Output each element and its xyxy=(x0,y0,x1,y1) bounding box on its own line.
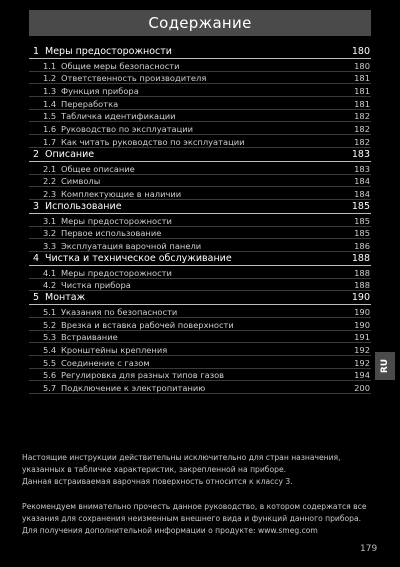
toc-entry[interactable] xyxy=(29,343,371,356)
toc-entry-number: 3.2 xyxy=(43,228,57,239)
toc-entry-text xyxy=(43,332,118,342)
toc-heading-text xyxy=(33,201,122,212)
toc-entry[interactable] xyxy=(29,369,371,382)
toc-section-heading[interactable] xyxy=(29,45,371,59)
toc-entry[interactable] xyxy=(29,279,371,292)
toc-entry-text xyxy=(43,280,131,290)
toc-entry-text xyxy=(43,320,234,330)
toc-entry-label: Функция прибора xyxy=(61,86,139,97)
toc-entry[interactable] xyxy=(29,381,371,394)
toc-entry[interactable] xyxy=(29,318,371,331)
toc-entry-number: 1.7 xyxy=(43,136,57,147)
toc-entry[interactable] xyxy=(29,239,371,252)
toc-section xyxy=(29,200,371,252)
toc-section-page: 188 xyxy=(351,252,370,264)
toc-entry[interactable] xyxy=(29,162,371,175)
toc-section-number: 4 xyxy=(33,252,40,264)
toc-entry-label: Первое использование xyxy=(61,228,162,239)
toc-entry-number: 5.2 xyxy=(43,319,57,330)
toc-heading-text xyxy=(33,253,232,264)
toc-entry-page: 200 xyxy=(354,383,370,394)
toc-entry-number: 2.2 xyxy=(43,176,57,187)
toc-entry-page: 194 xyxy=(354,370,370,381)
toc-entry-text xyxy=(43,268,172,278)
toc-section-number: 5 xyxy=(33,292,40,304)
toc-entry-page: 181 xyxy=(354,73,370,84)
toc-entry-text xyxy=(43,124,193,134)
toc-entry-text xyxy=(43,383,205,393)
note-validity: Настоящие инструкции действительны исключительно для стран назначения, указанных в табличке характеристик, закрепленной на приборе. xyxy=(22,453,341,474)
toc-heading-text xyxy=(33,292,85,303)
toc-section-number: 2 xyxy=(33,148,40,160)
toc-entry-number: 1.2 xyxy=(43,73,57,84)
notes xyxy=(22,452,382,537)
toc-section-page: 183 xyxy=(351,148,370,160)
toc-section-heading[interactable] xyxy=(29,148,371,162)
toc-entry-text xyxy=(43,345,167,355)
toc-entry-number: 4.2 xyxy=(43,280,57,291)
page-title-text: Содержание xyxy=(148,14,252,32)
toc-entry-page: 180 xyxy=(354,60,370,71)
toc-entry-number: 1.6 xyxy=(43,124,57,135)
toc-entry-text xyxy=(43,228,161,238)
toc-entry-label: Регулировка для разных типов газов xyxy=(61,370,225,381)
toc-entry-text xyxy=(43,86,139,96)
language-tab-label: RU xyxy=(380,358,390,374)
toc-section-heading[interactable] xyxy=(29,200,371,214)
toc-section-number: 1 xyxy=(33,46,40,57)
toc-entry[interactable] xyxy=(29,84,371,97)
toc-entry[interactable] xyxy=(29,187,371,200)
toc-entry-text xyxy=(43,216,172,226)
toc-entry-label: Эксплуатация варочной панели xyxy=(61,240,202,251)
toc-section-label: Чистка и техническое обслуживание xyxy=(45,252,232,264)
toc-section xyxy=(29,291,371,394)
toc-entry-text xyxy=(43,176,100,186)
toc-entry-number: 5.7 xyxy=(43,383,57,394)
toc-section-page: 180 xyxy=(351,46,370,57)
toc-entry-label: Меры предосторожности xyxy=(61,267,172,278)
toc-entry-text xyxy=(43,99,118,109)
toc-entry-text xyxy=(43,137,245,147)
toc-entry-text xyxy=(43,358,150,368)
toc-entry-label: Соединение с газом xyxy=(61,357,150,368)
toc-section-page: 190 xyxy=(351,292,370,304)
toc-entry-label: Указания по безопасности xyxy=(61,307,178,317)
toc-entry-text xyxy=(43,73,206,83)
toc-entry-page: 184 xyxy=(354,176,370,187)
toc-entry-number: 1.5 xyxy=(43,111,57,122)
toc-entry-text xyxy=(43,241,201,251)
toc-entry[interactable] xyxy=(29,305,371,318)
toc-entry-number: 1.1 xyxy=(43,60,57,71)
toc-entry-number: 5.3 xyxy=(43,332,57,343)
toc-entry[interactable] xyxy=(29,331,371,344)
toc-heading-text xyxy=(33,149,94,160)
toc-entry-label: Как читать руководство по эксплуатации xyxy=(61,136,245,147)
toc-heading-text xyxy=(33,46,172,57)
toc-entry-label: Чистка прибора xyxy=(61,280,131,291)
toc-entry-page: 183 xyxy=(354,163,370,174)
toc-entry[interactable] xyxy=(29,122,371,135)
toc-entry[interactable] xyxy=(29,214,371,227)
toc-entry-label: Символы xyxy=(61,176,101,187)
toc-entry-number: 5.4 xyxy=(43,345,57,356)
toc-entry-page: 185 xyxy=(354,228,370,239)
toc-entry-label: Кронштейны крепления xyxy=(61,345,168,356)
toc-entry-number: 5.1 xyxy=(43,307,57,317)
toc-entry-label: Врезка и вставка рабочей поверхности xyxy=(61,319,234,330)
language-tab xyxy=(375,352,395,380)
toc-entry[interactable] xyxy=(29,97,371,110)
note-class: Данная встраиваемая варочная поверхность относится к классу 3. xyxy=(22,477,293,486)
toc-section-page: 185 xyxy=(351,200,370,212)
toc-entry-label: Ответственность производителя xyxy=(61,73,207,84)
toc-entry-page: 190 xyxy=(354,307,370,317)
toc-section-label: Использование xyxy=(45,200,122,212)
page-title xyxy=(29,10,371,36)
toc-entry-label: Табличка идентификации xyxy=(61,111,176,122)
toc-entry-page: 181 xyxy=(354,86,370,97)
toc-section xyxy=(29,45,371,148)
toc-entry[interactable] xyxy=(29,175,371,188)
toc-entry-page: 182 xyxy=(354,136,370,147)
toc-section-label: Монтаж xyxy=(45,292,86,304)
toc-entry-label: Переработка xyxy=(61,98,119,109)
toc-section-label: Описание xyxy=(45,148,95,160)
toc-entry-number: 3.3 xyxy=(43,240,57,251)
toc-section xyxy=(29,148,371,200)
note-recommendation: Рекомендуем внимательно прочесть данное руководство, в котором содержатся все указания для сохранения неизменным внешнего вида и функций данного прибора. xyxy=(22,502,367,523)
toc-section-heading[interactable] xyxy=(29,291,371,305)
toc-entry-page: 191 xyxy=(354,332,370,343)
toc-entry-page: 192 xyxy=(354,357,370,368)
toc-entry-text xyxy=(43,307,177,317)
toc-entry-label: Комплектующие в наличии xyxy=(61,188,182,199)
toc-entry-text xyxy=(43,164,135,174)
toc-entry-page: 184 xyxy=(354,188,370,199)
toc-entry[interactable] xyxy=(29,266,371,279)
toc-entry-text xyxy=(43,370,224,380)
toc-entry-page: 185 xyxy=(354,215,370,226)
toc-entry-number: 2.3 xyxy=(43,188,57,199)
toc-entry[interactable] xyxy=(29,135,371,148)
toc-entry-page: 190 xyxy=(354,319,370,330)
toc-entry-text xyxy=(43,61,179,71)
toc-entry-page: 182 xyxy=(354,124,370,135)
toc-entry-text xyxy=(43,111,176,121)
toc-entry-number: 4.1 xyxy=(43,267,57,278)
toc-section xyxy=(29,252,371,291)
toc-entry-label: Общие меры безопасности xyxy=(61,60,180,71)
note-more-info: Для получения дополнительной информации о продукте: www.smeg.com xyxy=(22,526,318,535)
toc-entry-number: 5.5 xyxy=(43,357,57,368)
toc-entry-number: 5.6 xyxy=(43,370,57,381)
toc-entry-label: Общее описание xyxy=(61,163,135,174)
toc-entry[interactable] xyxy=(29,227,371,240)
toc-entry-page: 192 xyxy=(354,345,370,356)
toc-entry-page: 182 xyxy=(354,111,370,122)
toc-entry-number: 3.1 xyxy=(43,215,57,226)
toc-entry[interactable] xyxy=(29,72,371,85)
toc-entry[interactable] xyxy=(29,356,371,369)
toc-entry-page: 188 xyxy=(354,280,370,291)
toc-entry-page: 186 xyxy=(354,240,370,251)
toc-entry-label: Меры предосторожности xyxy=(61,215,172,226)
page-number: 179 xyxy=(360,544,378,554)
toc-entry-label: Встраивание xyxy=(61,332,118,343)
toc-entry-page: 181 xyxy=(354,98,370,109)
toc-entry-page: 188 xyxy=(354,267,370,278)
toc-section-label: Меры предосторожности xyxy=(45,46,172,57)
toc-entry-number: 1.3 xyxy=(43,86,57,97)
toc-entry-text xyxy=(43,189,181,199)
toc-entry[interactable] xyxy=(29,110,371,123)
toc-entry-label: Подключение к электропитанию xyxy=(61,383,206,394)
toc-entry-number: 1.4 xyxy=(43,98,57,109)
toc-entry-number: 2.1 xyxy=(43,163,57,174)
toc-entry[interactable] xyxy=(29,59,371,72)
table-of-contents xyxy=(29,45,371,394)
toc-section-number: 3 xyxy=(33,200,40,212)
toc-section-heading[interactable] xyxy=(29,252,371,266)
toc-entry-label: Руководство по эксплуатации xyxy=(61,124,194,135)
